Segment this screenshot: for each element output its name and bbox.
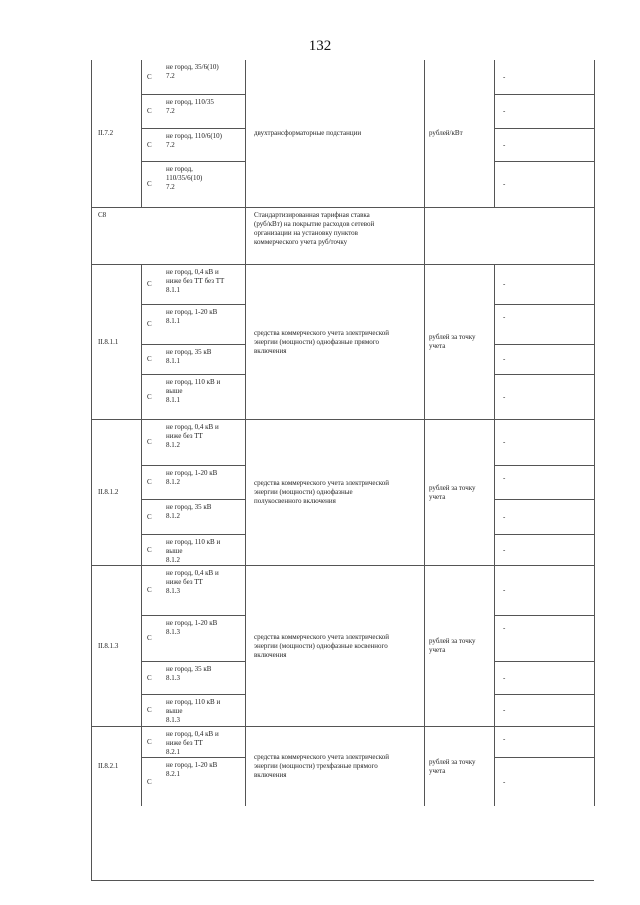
tariff-value: -: [495, 94, 595, 128]
category-mark: С: [142, 534, 164, 565]
row-code-ii-8-1-1: II.8.1.1: [92, 264, 142, 419]
voltage-level: не город, 110/6(10) 7.2: [164, 128, 246, 161]
voltage-level: не город, 110 кВ и выше 8.1.1: [164, 374, 246, 419]
category-mark: С: [142, 565, 164, 615]
category-mark: С: [142, 374, 164, 419]
voltage-level: не город, 35 кВ 8.1.2: [164, 499, 246, 534]
category-mark: С: [142, 661, 164, 694]
voltage-level: не город, 1-20 кВ 8.1.1: [164, 304, 246, 344]
category-mark: С: [147, 72, 152, 81]
voltage-level: не город, 0,4 кВ и ниже без ТТ без ТТ 8.1.1: [164, 264, 246, 304]
tariff-value: -: [495, 694, 595, 726]
tariff-value: -: [495, 661, 595, 694]
voltage-level: не город, 110 кВ и выше 8.1.2: [164, 534, 246, 565]
page-number: 132: [308, 38, 332, 54]
row-unit: рублей за точку учета: [425, 726, 495, 806]
row-description: двухтрансформаторные подстанции: [246, 60, 425, 207]
voltage-level: не город, 1-20 кВ 8.1.2: [164, 465, 246, 499]
row-unit: рублей за точку учета: [425, 419, 495, 565]
voltage-level: не город, 0,4 кВ и ниже без ТТ 8.2.1: [164, 726, 246, 757]
row-code-ii-7-2: II.7.2: [92, 60, 142, 207]
voltage-level: не город, 1-20 кВ 8.1.3: [164, 615, 246, 661]
tariff-value: -: [495, 534, 595, 565]
row-description: средства коммерческого учета электрической энергии (мощности) однофазные прямого включения: [246, 264, 425, 419]
row-code-ii-8-1-2: II.8.1.2: [92, 419, 142, 565]
tariff-value: -: [495, 465, 595, 499]
tariff-value: -: [495, 419, 595, 465]
row-description: средства коммерческого учета электрической энергии (мощности) трехфазные прямого включения: [246, 726, 425, 806]
section-code-c8: С8: [92, 207, 246, 264]
category-mark: С: [142, 304, 164, 344]
category-mark: С: [142, 615, 164, 661]
section-empty-cell: [425, 207, 595, 264]
category-mark: С: [142, 499, 164, 534]
category-mark: С: [142, 726, 164, 757]
row-unit: рублей за точку учета: [425, 565, 495, 726]
row-unit: рублей за точку учета: [425, 264, 495, 419]
row-code-ii-8-1-3: II.8.1.3: [92, 565, 142, 726]
row-code-ii-8-2-1: II.8.2.1: [92, 726, 142, 806]
category-mark: С: [142, 161, 164, 207]
voltage-level: не город, 110 кВ и выше 8.1.3: [164, 694, 246, 726]
voltage-level: не город, 1-20 кВ 8.2.1: [164, 757, 246, 806]
voltage-level: не город, 35/6(10) 7.2: [164, 60, 246, 94]
voltage-level: не город, 35 кВ 8.1.3: [164, 661, 246, 694]
category-mark: С: [142, 757, 164, 806]
row-description: средства коммерческого учета электрической энергии (мощности) однофазные полукосвенного включения: [246, 419, 425, 565]
voltage-level: не город, 0,4 кВ и ниже без ТТ 8.1.2: [164, 419, 246, 465]
tariff-value: -: [495, 304, 595, 344]
tariff-value: -: [495, 726, 595, 757]
category-mark: С: [142, 419, 164, 465]
category-mark: С: [142, 128, 164, 161]
tariff-value: -: [495, 60, 595, 94]
tariff-value: -: [495, 161, 595, 207]
category-mark: С: [142, 465, 164, 499]
tariff-value: -: [495, 264, 595, 304]
tariff-value: -: [495, 615, 595, 661]
voltage-level: не город, 0,4 кВ и ниже без ТТ 8.1.3: [164, 565, 246, 615]
section-description: Стандартизированная тарифная ставка (руб/кВт) на покрытие расходов сетевой организации на установку пунктов коммерческого учета руб/точку: [246, 207, 425, 264]
row-description: средства коммерческого учета электрической энергии (мощности) однофазные косвенного включения: [246, 565, 425, 726]
tariff-table: [91, 60, 594, 881]
category-mark: С: [142, 264, 164, 304]
tariff-value: -: [495, 344, 595, 374]
tariff-value: -: [495, 757, 595, 806]
tariff-value: -: [495, 499, 595, 534]
category-mark: С: [142, 344, 164, 374]
tariff-value: -: [495, 128, 595, 161]
category-mark: С: [142, 94, 164, 128]
tariff-value: -: [495, 374, 595, 419]
tariff-value: -: [495, 565, 595, 615]
voltage-level: не город, 110/35/6(10) 7.2: [164, 161, 246, 207]
category-mark: С: [142, 694, 164, 726]
voltage-level: не город, 110/35 7.2: [164, 94, 246, 128]
row-unit: рублей/кВт: [425, 60, 495, 207]
voltage-level: не город, 35 кВ 8.1.1: [164, 344, 246, 374]
